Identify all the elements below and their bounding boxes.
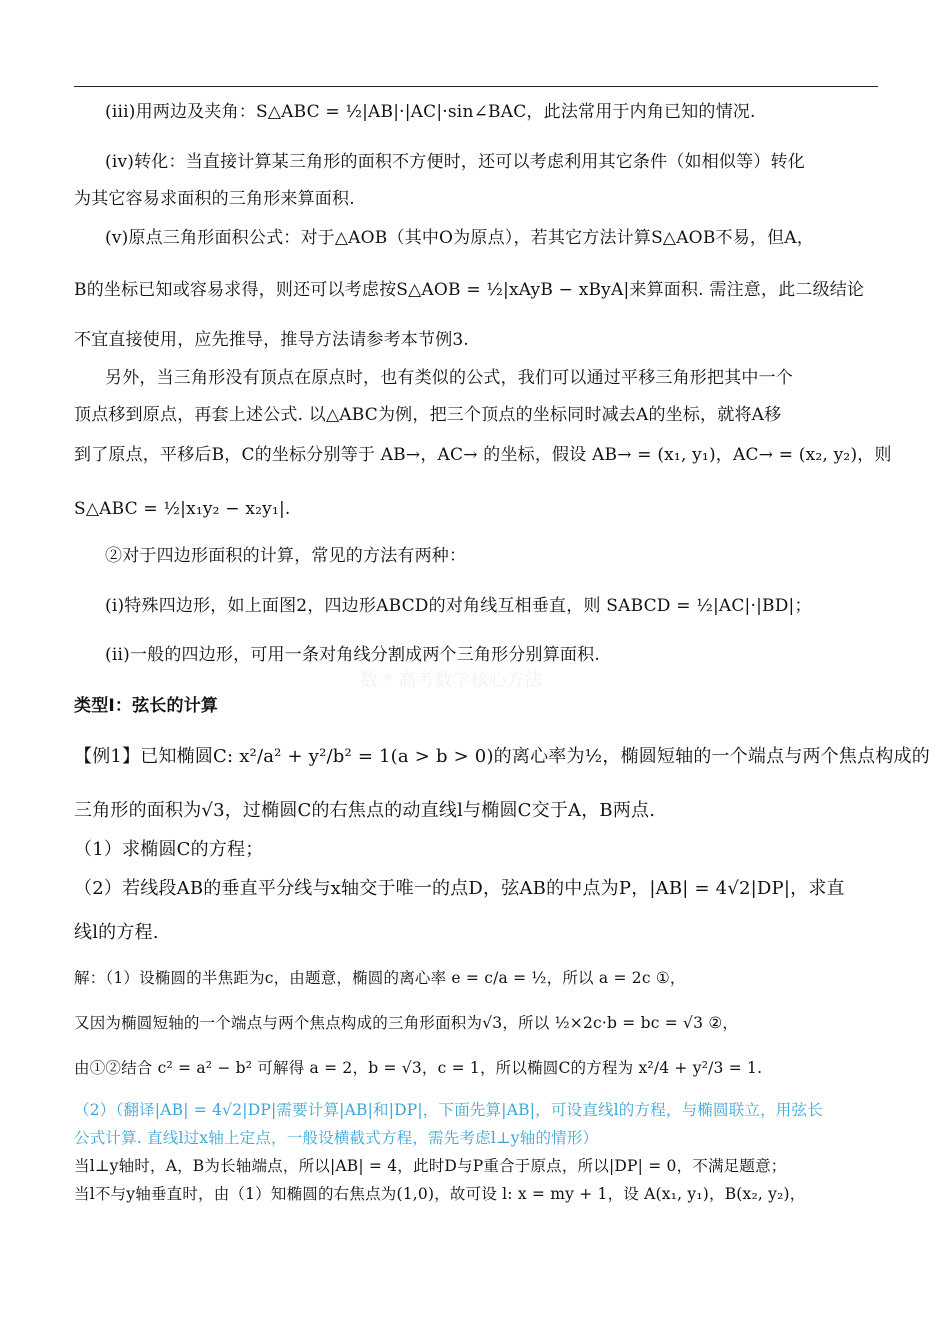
translation-note: （2）（翻译|AB| = 4√2|DP|需要计算|AB|和|DP|，下面先算|AB|，可设直线l的方程，与椭圆联立，用弦长	[74, 1101, 823, 1119]
text-line: (i)特殊四边形，如上面图2，四边形ABCD的对角线互相垂直，则 SABCD = ½|AC|·|BD|；	[105, 596, 812, 616]
example-line: （2）若线段AB的垂直平分线与x轴交于唯一的点D，弦AB的中点为P，|AB| = 4√2|DP|，求直	[74, 878, 845, 899]
solution-line: 解：（1）设椭圆的半焦距为c，由题意，椭圆的离心率 e = c/a = ½，所以 a = 2c ①，	[74, 969, 686, 987]
text-line: 顶点移到原点，再套上述公式. 以△ABC为例，把三个顶点的坐标同时减去A的坐标，就将A移	[74, 405, 782, 425]
section-heading: 类型Ⅰ：弦长的计算	[74, 696, 219, 716]
watermark-text: 数 * 高考数学核心方法	[360, 670, 543, 691]
text-line: ②对于四边形面积的计算，常见的方法有两种：	[105, 546, 467, 566]
translation-note: 公式计算. 直线l过x轴上定点，一般设横截式方程，需先考虑l⊥y轴的情形）	[74, 1129, 599, 1147]
text-line: 不宜直接使用，应先推导，推导方法请参考本节例3.	[74, 330, 470, 350]
example-line: 三角形的面积为√3，过椭圆C的右焦点的动直线l与椭圆C交于A，B两点.	[74, 800, 656, 821]
text-line: S△ABC = ½|x₁y₂ − x₂y₁|.	[74, 499, 291, 519]
top-rule	[74, 86, 878, 87]
example-line: 线l的方程.	[74, 922, 159, 943]
text-line: 为其它容易求面积的三角形来算面积.	[74, 189, 355, 209]
text-line: (v)原点三角形面积公式：对于△AOB（其中O为原点），若其它方法计算S△AOB不易，但A，	[105, 228, 814, 248]
text-line: B的坐标已知或容易求得，则还可以考虑按S△AOB = ½|xAyB − xByA|来算面积. 需注意，此二级结论	[74, 280, 865, 300]
text-line: (iv)转化：当直接计算某三角形的面积不方便时，还可以考虑利用其它条件（如相似等）转化	[105, 152, 805, 172]
solution-line: 由①②结合 c² = a² − b² 可解得 a = 2，b = √3，c = 1，所以椭圆C的方程为 x²/4 + y²/3 = 1.	[74, 1059, 763, 1077]
example-line: （1）求椭圆C的方程；	[74, 839, 264, 860]
solution-line: 当l⊥y轴时，A，B为长轴端点，所以|AB| = 4，此时D与P重合于原点，所以|DP| = 0，不满足题意；	[74, 1157, 787, 1175]
solution-line: 当l不与y轴垂直时，由（1）知椭圆的右焦点为(1,0)，故可设 l: x = my + 1，设 A(x₁, y₁)，B(x₂, y₂)，	[74, 1185, 806, 1203]
text-line: 到了原点，平移后B，C的坐标分别等于 AB→，AC→ 的坐标，假设 AB→ = (x₁, y₁)，AC→ = (x₂, y₂)，则	[74, 445, 892, 465]
text-line: (iii)用两边及夹角：S△ABC = ½|AB|·|AC|·sin∠BAC，此法常用于内角已知的情况.	[105, 102, 756, 122]
text-line: (ii)一般的四边形，可用一条对角线分割成两个三角形分别算面积.	[105, 645, 600, 665]
solution-line: 又因为椭圆短轴的一个端点与两个焦点构成的三角形面积为√3，所以 ½×2c·b = bc = √3 ②，	[74, 1014, 739, 1032]
text-line: 另外，当三角形没有顶点在原点时，也有类似的公式，我们可以通过平移三角形把其中一个	[105, 368, 793, 388]
example-line: 【例1】已知椭圆C: x²/a² + y²/b² = 1(a > b > 0)的离心率为½，椭圆短轴的一个端点与两个焦点构成的	[74, 746, 930, 767]
